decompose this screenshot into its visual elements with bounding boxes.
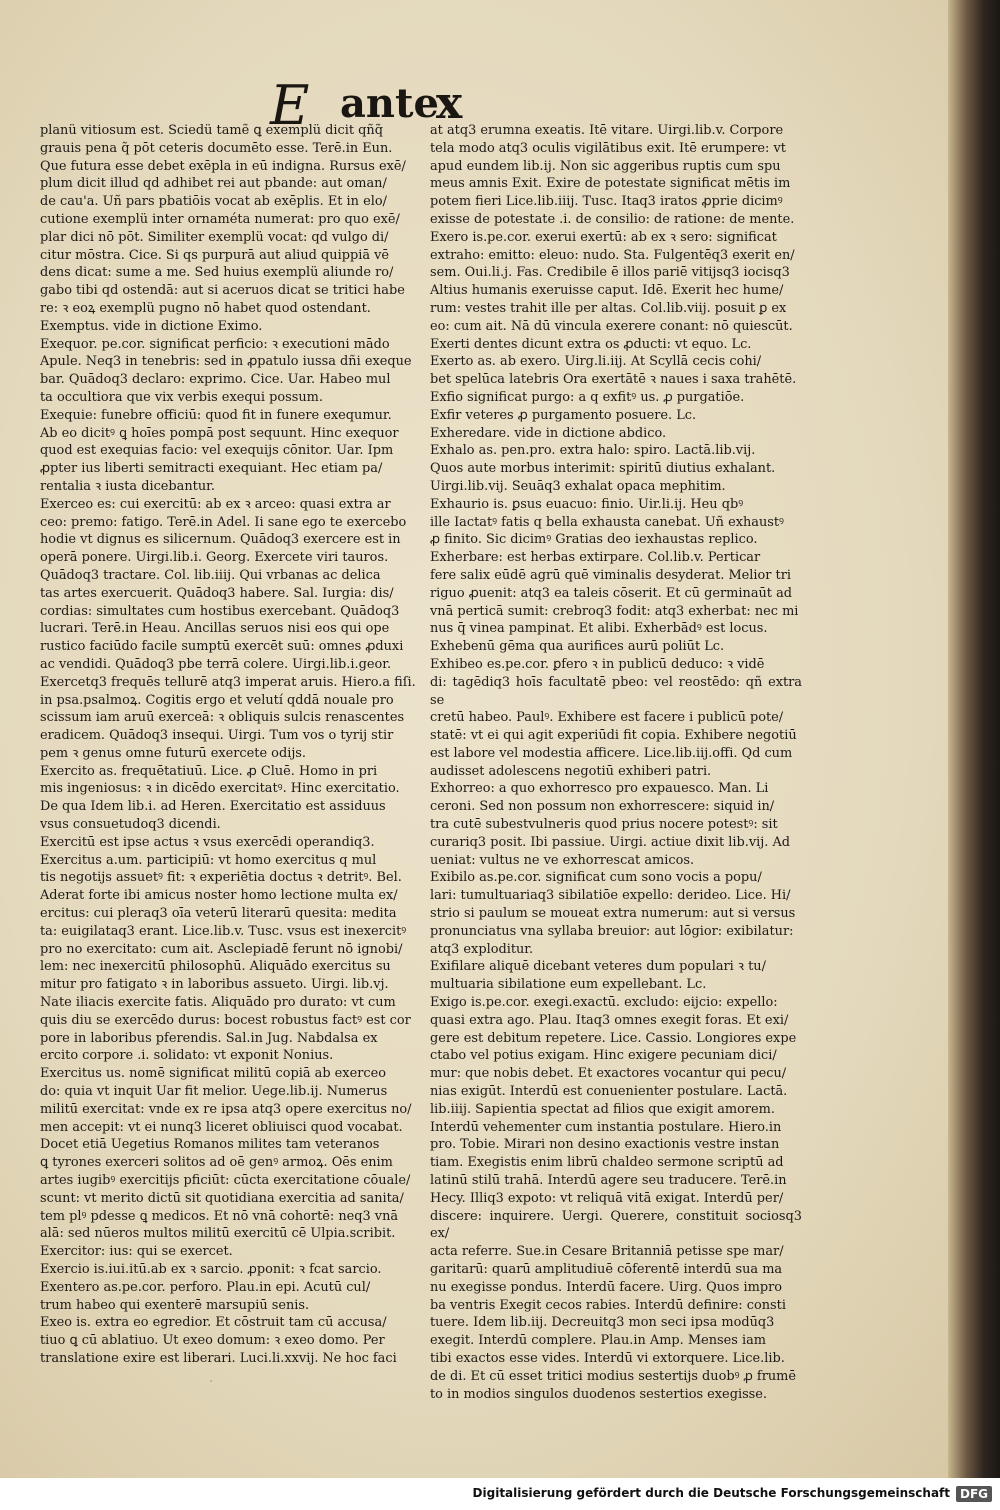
text-line: Exercito as. frequētatiuū. Lice. ꝓ Cluē. Homo in pri xyxy=(40,763,378,779)
text-line: grauis pena q̃ pōt ceteris documēto esse. Terē.in Eun. xyxy=(40,140,393,156)
header-word: ante xyxy=(340,80,439,127)
text-line: garitarū: quarū amplitudiuē cōferentē interdū sua ma xyxy=(430,1262,783,1277)
funding-notice: Digitalisierung gefördert durch die Deutsche Forschungsgemeinschaft xyxy=(472,1486,950,1500)
text-line: ceo: premo: fatigo. Terē.in Adel. Ii sane ego te exercebo xyxy=(40,514,407,530)
text-line: Aderat forte ibi amicus noster homo lectione multa ex/ xyxy=(40,888,398,904)
text-line: exisse de potestate .i. de consilio: de ratione: de mente. xyxy=(430,211,795,227)
text-line: Exercitor: ius: qui se exercet. xyxy=(40,1244,233,1260)
dfg-logo: DFG xyxy=(956,1486,992,1502)
text-line: de cau'a. Uñ pars pbatiōis vocat ab exēplis. Et in elo/ xyxy=(40,194,387,210)
text-line: Exfir veteres ꝓ purgamento posuere. Lc. xyxy=(430,407,697,423)
text-line: mis ingeniosus: ꝛ in dicēdo exercitatꝰ. Hinc exercitatio. xyxy=(40,781,400,797)
text-line: tiuo ꝗ cū ablatiuo. Ut exeo domum: ꝛ exeo domo. Per xyxy=(40,1333,385,1349)
text-line: vsus consuetudoq3 dicendi. xyxy=(40,817,221,833)
text-line: pronunciatus vna syllaba breuior: aut lōgior: exibilatur: xyxy=(430,923,794,939)
text-line: Exequie: funebre officiū: quod fit in funere exequmur. xyxy=(40,407,392,423)
text-line: Exigo is.pe.cor. exegi.exactū. excludo: eijcio: expello: xyxy=(430,995,778,1011)
text-line: men accepit: vt ei nunq3 liceret obliuisci quod vocabat. xyxy=(40,1119,403,1135)
text-line: ba ventris Exegit cecos rabies. Interdū definire: consti xyxy=(430,1297,786,1313)
text-line: tas artes exercuerit. Quādoq3 habere. Sal. Iurgia: dis/ xyxy=(40,585,394,601)
text-line: lari: tumultuariaq3 sibilatiōe expello: derideo. Lice. Hi/ xyxy=(430,888,791,904)
text-line: gabo tibi qd ostendā: aut si aceruos dicat se tritici habe xyxy=(40,283,405,299)
text-line: bar. Quādoq3 declaro: exprimo. Cice. Uar. Habeo mul xyxy=(40,372,391,388)
text-line: Quos aute morbus interimit: spiritū diutius exhalant. xyxy=(430,461,776,477)
text-line: nus q̄ vinea pampinat. Et alibi. Exherbādꝰ est locus. xyxy=(430,621,768,637)
text-line: hodie vt dignus es silicernum. Quādoq3 exercere est in xyxy=(40,532,401,548)
text-line: Exifilare aliquē dicebant veteres dum populari ꝛ tu/ xyxy=(430,959,766,975)
text-line: exegit. Interdū complere. Plau.in Amp. Menses iam xyxy=(430,1333,766,1349)
text-line: cordias: simultates cum hostibus exercebant. Quādoq3 xyxy=(40,603,400,619)
text-line: Exercitus us. nomē significat militū copiā ab exerceo xyxy=(40,1066,386,1082)
text-line: ta occultiora que vix verbis exequi possum. xyxy=(40,389,323,405)
text-line: rustico faciūdo facile sumptū exercēt suū: omnes ꝓduxi xyxy=(40,639,404,655)
footer-bar xyxy=(0,1478,1000,1510)
text-line: pore in laboribus pferendis. Sal.in Jug. Nabdalsa ex xyxy=(40,1030,378,1046)
text-line: tra cutē subestvulneris quod prius nocere potestꝰ: sit xyxy=(430,817,778,833)
text-line: plum dicit illud qd adhibet rei aut pbande: aut oman/ xyxy=(40,176,387,192)
text-line: ꝗ tyrones exerceri solitos ad oē genꝰ armoꝝ. Oēs enim xyxy=(40,1155,393,1171)
text-line: militū exercitat: vnde ex re ipsa atq3 opere exercitus no/ xyxy=(40,1101,412,1117)
text-line: to in modios singulos duodenos sestertios exegisse. xyxy=(430,1386,768,1402)
header-letter: E xyxy=(270,74,310,137)
text-line: quasi extra ago. Plau. Itaq3 omnes exegit foras. Et exi/ xyxy=(430,1012,789,1028)
text-line: Que futura esse debet exēpla in eū indigna. Rursus exē/ xyxy=(40,158,406,174)
text-line: at atq3 erumna exeatis. Itē vitare. Uirgi.lib.v. Corpore xyxy=(430,123,784,138)
text-line: Apule. Neq3 in tenebris: sed in ꝓpatulo iussa dñi exeque xyxy=(40,354,412,370)
text-line: tuere. Idem lib.iij. Decreuitq3 mon seci ipsa modūq3 xyxy=(430,1315,775,1331)
text-line: lucrari. Terē.in Heau. Ancillas seruos nisi eos qui ope xyxy=(40,621,390,637)
text-line: re: ꝛ eoꝝ exemplü pugno nō habet quod ostendant. xyxy=(40,300,371,316)
text-line: Altius humanis exeruisse caput. Idē. Exerit hec hume/ xyxy=(430,283,784,299)
text-line: Exentero as.pe.cor. perforo. Plau.in epi. Acutū cul/ xyxy=(40,1279,371,1295)
text-line: riguo ꝓuenit: atq3 ea taleis cōserit. Et cū germinaūt ad xyxy=(430,585,793,601)
text-line: cretū habeo. Paulꝰ. Exhibere est facere i publicū pote/ xyxy=(430,710,784,726)
paper-speck xyxy=(700,1340,703,1343)
text-line: Exemptus. vide in dictione Eximo. xyxy=(40,318,263,334)
text-line: sem. Oui.li.j. Fas. Credibile ē illos pariē vitijsq3 iocisq3 xyxy=(430,265,790,281)
text-line: Interdū vehementer cum instantia postulare. Hiero.in xyxy=(430,1119,782,1135)
text-line: Exeo is. extra eo egredior. Et cōstruit tam cū accusa/ xyxy=(40,1315,387,1331)
text-line: De qua Idem lib.i. ad Heren. Exercitatio est assiduus xyxy=(40,799,386,815)
text-line: multuaria sibilatione eum expellebant. Lc. xyxy=(430,977,707,993)
text-line: pro no exercitato: cum ait. Asclepiadē ferunt nō ignobi/ xyxy=(40,941,403,957)
text-line: ercitus: cui pleraq3 oīa veterū literarū quesita: medita xyxy=(40,906,397,922)
text-line: strio si paulum se moueat extra numerum: aut si versus xyxy=(430,906,796,922)
text-line: Exhebenū gēma qua aurifices aurū poliūt Lc. xyxy=(430,639,725,655)
text-line: Uirgi.lib.vij. Seuāq3 exhalat opaca mephitim. xyxy=(430,478,726,494)
text-line: statē: vt ei qui agit experiūdi fit copia. Exhibere negotiū xyxy=(430,728,797,744)
text-line: di: tagēdiq3 hoīs facultatē pbeo: vel reostēdo: qñ extra se xyxy=(430,674,802,708)
text-line: citur mōstra. Cice. Si qs purpurā aut aliud quippiā vē xyxy=(40,247,390,263)
text-line: de di. Et cū esset tritici modius sestertijs duobꝰ ꝓ frumē xyxy=(430,1368,797,1384)
text-line: lem: nec inexercitū philosophū. Aliquādo exercitus su xyxy=(40,959,391,975)
text-line: gere est debitum repetere. Lice. Cassio. Longiores expe xyxy=(430,1030,797,1046)
text-line: plar dici nō pōt. Similiter exemplü vocat: qd vulgo di/ xyxy=(40,229,389,245)
text-line: Exerceo es: cui exercitū: ab ex ꝛ arceo: quasi extra ar xyxy=(40,496,391,512)
text-line: Exhaurio is. ꝑsus euacuo: finio. Uir.li.ij. Heu qbꝰ xyxy=(430,496,744,512)
text-line: planü vitiosum est. Sciedü tamẽ ꝗ exemplü dicit qñq̃ xyxy=(40,123,383,138)
text-line: ueniat: vultus ne ve exhorrescat amicos. xyxy=(430,852,695,868)
text-line: Docet etiā Uegetius Romanos milites tam veteranos xyxy=(40,1137,380,1153)
text-line: pem ꝛ genus omne futurū exercete odijs. xyxy=(40,745,307,761)
text-line: tela modo atq3 oculis vigilātibus exit. Itē erumpere: vt xyxy=(430,140,786,156)
text-line: artes iugibꝰ exercitijs pficiūt: cūcta exercitatione cōuale/ xyxy=(40,1173,411,1189)
text-line: eo: cum ait. Nā dū vincula exerere conant: nō quiescūt. xyxy=(430,318,793,334)
text-line: nias exigūt. Interdū est conuenienter postulare. Lactā. xyxy=(430,1084,788,1100)
text-line: Exercetq3 frequēs tellurē atq3 imperat aruis. Hiero.a fiſi. xyxy=(40,674,416,690)
text-line: alā: sed nūeros multos militū exercitū cē Ulpia.scribit. xyxy=(40,1226,396,1242)
paper-speck xyxy=(210,1380,212,1382)
text-line: mur: que nobis debet. Et exactores vocantur qui pecu/ xyxy=(430,1066,787,1082)
text-line: Exfio significat purgo: a q exfitꝰ us. ꝓ purgatiōe. xyxy=(430,389,745,405)
text-line: rum: vestes trahit ille per altas. Col.lib.viij. posuit ꝑ ex xyxy=(430,300,787,316)
text-line: Exerto as. ab exero. Uirg.li.iij. At Scyllā cecis cohi/ xyxy=(430,354,762,370)
text-line: nu exegisse pondus. Interdū facere. Uirg. Quos impro xyxy=(430,1279,783,1295)
text-line: quod est exequias facio: vel exequijs cōnitor. Uar. Ipm xyxy=(40,443,394,459)
text-line: tibi exactos esse vides. Interdū vi extorquere. Lice.lib. xyxy=(430,1350,785,1366)
text-line: curariq3 posit. Ibi passiue. Uirgi. actiue dixit lib.vij. Ad xyxy=(430,834,791,850)
text-line: Quādoq3 tractare. Col. lib.iiij. Qui vrbanas ac delica xyxy=(40,567,381,583)
text-line: Exequor. pe.cor. significat perficio: ꝛ executioni mādo xyxy=(40,336,390,352)
text-line: Exercio is.iui.itū.ab ex ꝛ sarcio. ꝓponit: ꝛ fcat sarcio. xyxy=(40,1262,382,1277)
text-line: ceroni. Sed non possum non exhorrescere: siquid in/ xyxy=(430,799,775,815)
text-line: Ab eo dicitꝰ ꝗ hoīes pompā post sequunt. Hinc exequor xyxy=(40,425,399,441)
header-letter-second: x xyxy=(436,78,463,129)
text-line: Exero is.pe.cor. exerui exertū: ab ex ꝛ sero: significat xyxy=(430,229,777,245)
text-line: potem fieri Lice.lib.iiij. Tusc. Itaq3 iratos ꝓprie dicimꝰ xyxy=(430,194,783,210)
text-line: Exheredare. vide in dictione abdico. xyxy=(430,425,667,441)
text-line: lib.iiij. Sapientia spectat ad filios que exigit amorem. xyxy=(430,1101,776,1117)
text-line: tem plꝰ pdesse ꝗ medicos. Et nō vnā cohortē: neq3 vnā xyxy=(40,1208,399,1224)
text-line: Exhorreo: a quo exhorresco pro expauesco. Man. Li xyxy=(430,781,769,797)
text-line: atq3 exploditur. xyxy=(430,941,534,957)
text-line: Exerti dentes dicunt extra os ꝓducti: vt equo. Lc. xyxy=(430,336,752,352)
text-line: ercito corpore .i. solidato: vt exponit Nonius. xyxy=(40,1048,334,1064)
text-line: cutione exemplü inter ornaméta numerat: pro quo exē/ xyxy=(40,211,400,227)
text-line: dens dicat: sume a me. Sed huius exemplü aliunde ro/ xyxy=(40,265,394,281)
text-line: Nate iliacis exercite fatis. Aliquādo pro durato: vt cum xyxy=(40,995,396,1011)
text-line: mitur pro fatigato ꝛ in laboribus assueto. Uirgi. lib.vj. xyxy=(40,977,389,993)
text-line: audisset adolescens negotiū exhiberi patri. xyxy=(430,763,712,779)
text-line: meus amnis Exit. Exire de potestate significat mētis im xyxy=(430,176,791,192)
text-line: eradicem. Quādoq3 insequi. Uirgi. Tum vos o tyrij stir xyxy=(40,728,394,744)
right-column xyxy=(430,122,802,1402)
text-line: scunt: vt merito dictū sit quotidiana exercitia ad sanita/ xyxy=(40,1190,404,1206)
text-line: extraho: emitto: eleuo: nudo. Sta. Fulgentēq3 exerit en/ xyxy=(430,247,795,263)
text-line: quis diu se exercēdo durus: bocest robustus factꝰ est cor xyxy=(40,1012,411,1028)
text-line: discere: inquirere. Uergi. Querere, constituit sociosq3 ex/ xyxy=(430,1208,802,1242)
text-line: ꝓpter ius liberti semitracti exequiant. Hec etiam pa/ xyxy=(40,461,383,477)
text-line: Exhibeo es.pe.cor. ꝑfero ꝛ in publicū deduco: ꝛ vidē xyxy=(430,656,765,672)
text-line: rentalia ꝛ iusta dicebantur. xyxy=(40,478,215,494)
text-line: do: quia vt inquit Uar fit melior. Uege.lib.ij. Numerus xyxy=(40,1084,388,1100)
text-line: ille Iactatꝰ fatis q bella exhausta canebat. Uñ exhaustꝰ xyxy=(430,514,784,530)
text-line: operā ponere. Uirgi.lib.i. Georg. Exercete viri tauros. xyxy=(40,550,389,566)
text-line: Exherbare: est herbas extirpare. Col.lib.v. Perticar xyxy=(430,550,761,566)
left-column xyxy=(40,122,430,1366)
text-line: trum habeo qui exenterē marsupiū senis. xyxy=(40,1297,310,1313)
text-line: Exhalo as. pen.pro. extra halo: spiro. Lactā.lib.vij. xyxy=(430,443,756,459)
text-line: ꝓ finito. Sic dicimꝰ Gratias deo iexhaustas replico. xyxy=(430,532,758,548)
text-line: scissum iam aruū exerceā: ꝛ obliquis sulcis renascentes xyxy=(40,710,405,726)
text-line: tiam. Exegistis enim librū chaldeo sermone scriptū ad xyxy=(430,1155,784,1171)
text-line: latinū stilū trahā. Interdū agere seu traducere. Terē.in xyxy=(430,1173,787,1189)
text-line: vnā perticā sumit: crebroq3 fodit: atq3 exherbat: nec mi xyxy=(430,603,799,619)
text-line: pro. Tobie. Mirari non desino exactionis vestre instan xyxy=(430,1137,780,1153)
text-line: ta: euigilataq3 erant. Lice.lib.v. Tusc. vsus est inexercitꝰ xyxy=(40,923,407,939)
book-edge xyxy=(948,0,1000,1478)
text-line: translatione exire est liberari. Luci.li.xxvij. Ne hoc faci xyxy=(40,1350,397,1366)
text-line: apud eundem lib.ij. Non sic aggeribus ruptis cum spu xyxy=(430,158,781,174)
text-line: ctabo vel potius exigam. Hinc exigere pecuniam dici/ xyxy=(430,1048,777,1064)
text-line: fere salix eūdē agrū quē viminalis desyderat. Melior tri xyxy=(430,567,792,583)
text-line: Exibilo as.pe.cor. significat cum sono vocis a popu/ xyxy=(430,870,762,886)
text-line: Exercitus a.um. participiū: vt homo exercitus q mul xyxy=(40,852,377,868)
text-line: acta referre. Sue.in Cesare Britanniā petisse spe mar/ xyxy=(430,1244,784,1260)
text-line: bet spelūca latebris Ora exertātē ꝛ naues i saxa trahētē. xyxy=(430,372,797,388)
text-line: in psa.psalmoꝝ. Cogitis ergo et velutí qddā nouale pro xyxy=(40,692,394,708)
text-line: Exercitū est ipse actus ꝛ vsus exercēdi operandiq3. xyxy=(40,834,375,850)
text-line: ac vendidi. Quādoq3 pbe terrā colere. Uirgi.lib.i.geor. xyxy=(40,656,392,672)
text-line: tis negotijs assuetꝰ fit: ꝛ experiētia doctus ꝛ detritꝰ. Bel. xyxy=(40,870,402,886)
text-line: est labore vel modestia afficere. Lice.lib.iij.offi. Qd cum xyxy=(430,745,793,761)
text-line: Hecy. Illiq3 expoto: vt reliquā vitā exigat. Interdū per/ xyxy=(430,1190,784,1206)
